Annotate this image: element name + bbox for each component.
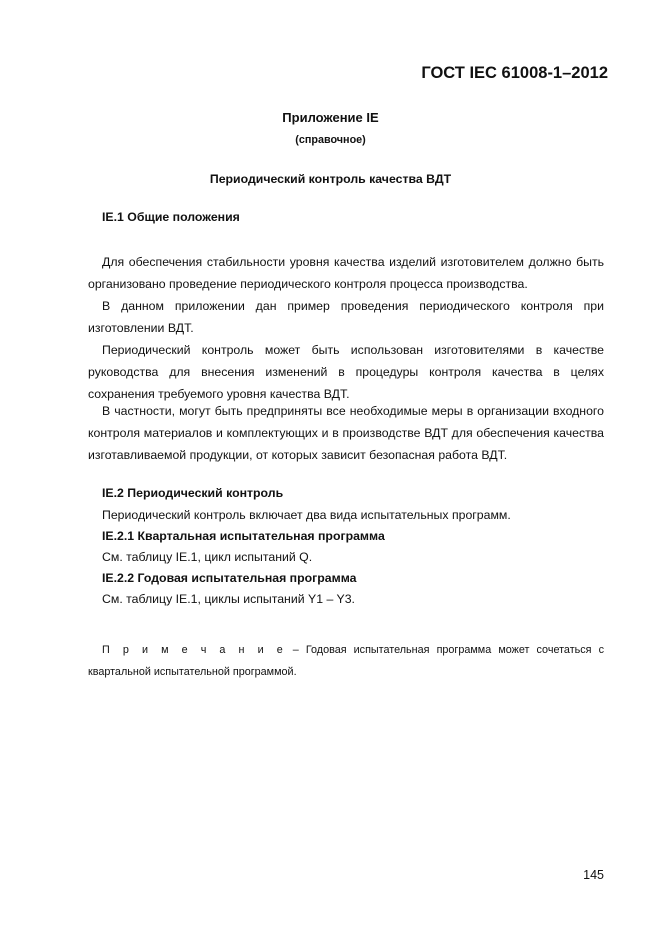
- paragraph: Для обеспечения стабильности уровня качества изделий изготовителем должно быть организовано проведение периодического контроля процесса производства.: [88, 255, 604, 291]
- note-block: [88, 639, 604, 683]
- appendix-heading: Периодический контроль качества ВДТ: [209, 172, 452, 186]
- paragraph: В частности, могут быть предприняты все необходимые меры в организации входного контроля материалов и комплектующих и в производстве ВДТ для обеспечения качества изготавливаемой продукции, от которых зависит безопасная работа ВДТ.: [88, 404, 604, 462]
- standard-code-header: ГОСТ IEC 61008-1–2012: [421, 64, 608, 82]
- subsection-text-ie22: См. таблицу IE.1, циклы испытаний Y1 – Y3.: [102, 592, 355, 606]
- subsection-heading-ie21: IE.2.1 Квартальная испытательная программа: [102, 529, 385, 543]
- subsection-heading-ie22: IE.2.2 Годовая испытательная программа: [102, 571, 357, 585]
- page-number: 145: [583, 868, 604, 882]
- section-heading-ie2: IE.2 Периодический контроль: [102, 486, 284, 500]
- note-label: П р и м е ч а н и е: [102, 644, 286, 656]
- note-text: – Годовая испытательная программа может сочетаться с квартальной испытательной программой.: [88, 644, 604, 678]
- paragraph: Периодический контроль может быть использован изготовителями в качестве руководства для внесения изменений в процедуры контроля качества в целях сохранения требуемого уровня качества ВДТ.: [88, 343, 604, 401]
- subsection-text-ie21: См. таблицу IE.1, цикл испытаний Q.: [102, 550, 313, 564]
- paragraph: В данном приложении дан пример проведения периодического контроля при изготовлении ВДТ.: [88, 299, 604, 335]
- appendix-subtitle: (справочное): [295, 134, 366, 146]
- appendix-title: Приложение IE: [282, 110, 379, 125]
- section-intro: Периодический контроль включает два вида испытательных программ.: [102, 508, 511, 522]
- section-heading-ie1: IE.1 Общие положения: [102, 210, 240, 224]
